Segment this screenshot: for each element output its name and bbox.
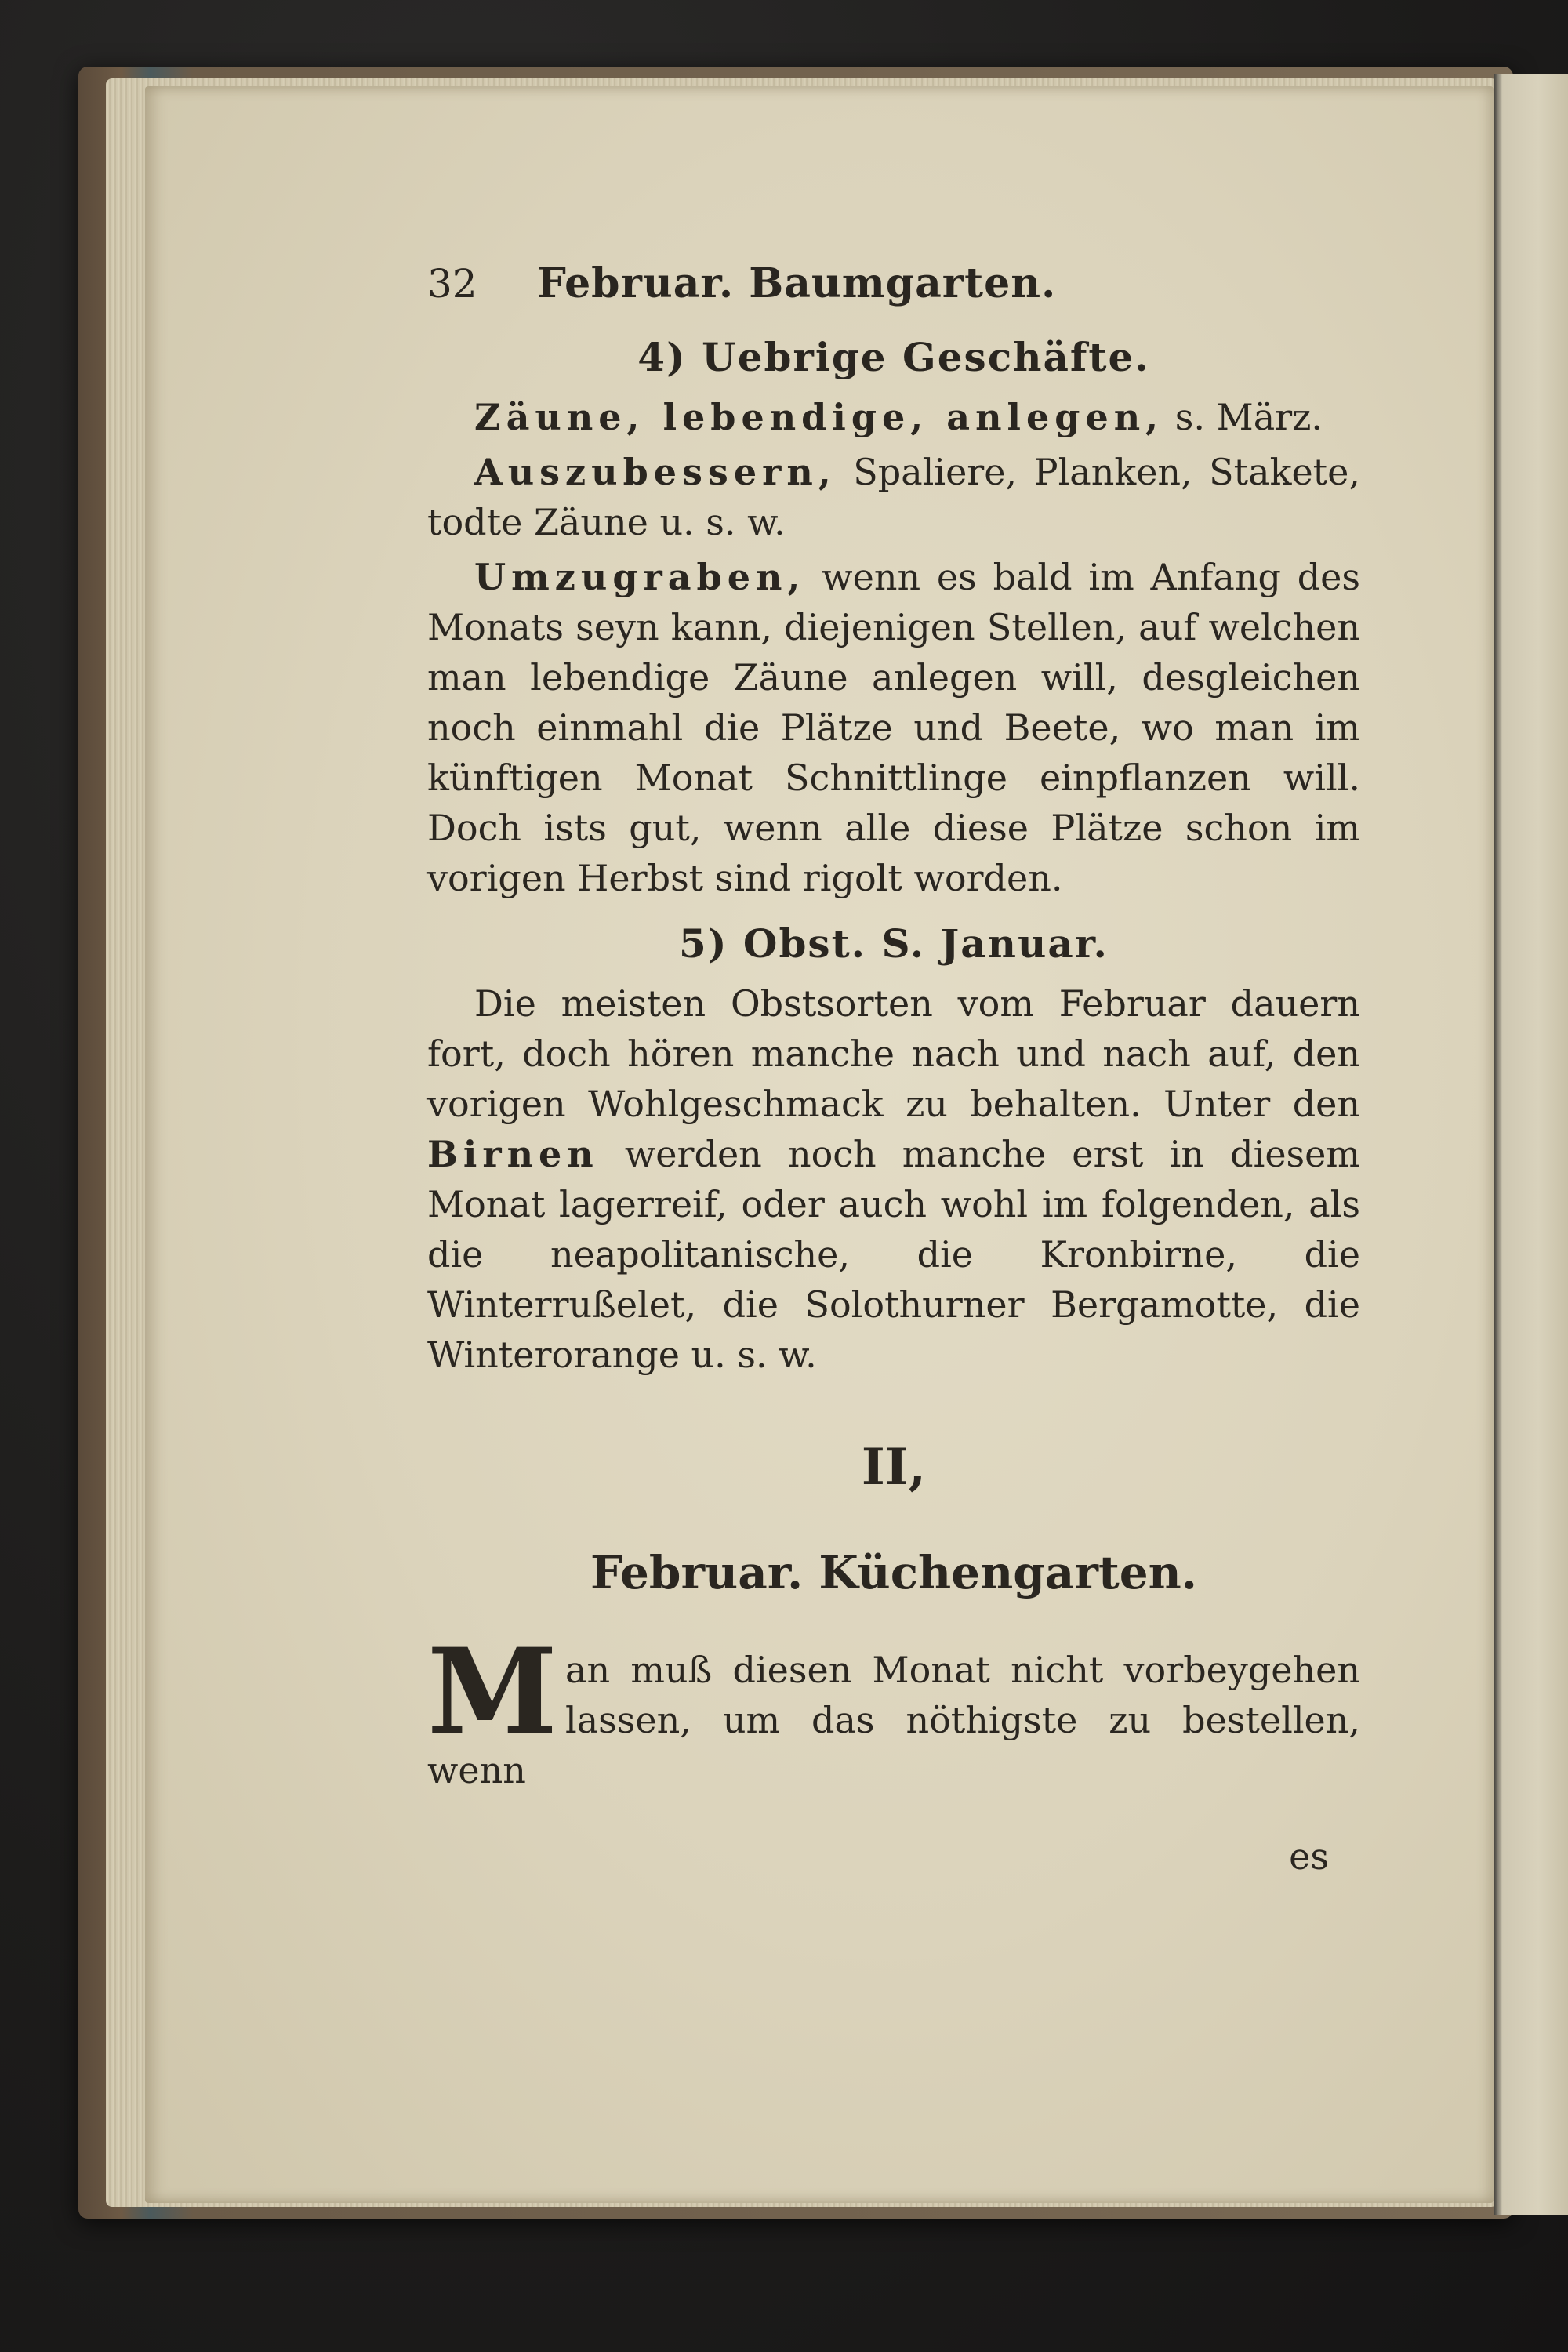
catchword: es [1289,1835,1329,1878]
paragraph-fruit [427,978,1360,1380]
paragraph-repair [427,447,1360,547]
page-number: 32 [427,261,477,307]
chapter-numeral: II, [861,1438,927,1497]
facing-page-edge [1494,74,1568,2215]
paragraph-fruit-start: Die meisten Obstsorten vom Februar dauern fort, doch hören manche nach und nach auf, den vorigen Wohlgeschmack zu behalten. Unter den [427,982,1360,1125]
running-title: Februar. Baumgarten. [537,260,1057,307]
section-heading-4: 4) Uebrige Geschäfte. [637,334,1150,380]
keyword-fences: Zäune, lebendige, anlegen, [474,396,1164,438]
chapter-opening-paragraph [427,1623,1360,1795]
drop-capital: M [427,1623,558,1761]
paragraph-digging [427,552,1360,903]
paragraph-repair-rest: Spaliere, Planken, Stakete, todte Zäune u. s. w. [427,451,1360,543]
paragraph-fruit-end: werden noch manche erst in diesem Monat lagerreif, oder auch wohl im folgenden, als die neapolitanische, die Kronbirne, die Winterrußelet, die Solothurner Bergamotte, die Winterorange u. s. w. [427,1133,1361,1376]
paragraph-fences [427,392,1360,442]
keyword-digging: Umzugraben, [474,556,806,598]
chapter-title: Februar. Küchengarten. [590,1546,1197,1599]
section-heading-5: 5) Obst. S. Januar. [679,920,1109,967]
page-text [427,259,1360,1882]
running-head [427,259,1360,325]
chapter-opening-text: an muß diesen Monat nicht vorbeygehen lassen, um das nöthigste zu bestellen, wenn [427,1649,1360,1791]
keyword-repair: Auszubessern, [474,451,837,493]
paragraph-digging-rest: wenn es bald im Anfang des Monats seyn kann, diejenigen Stellen, auf welchen man lebendige Zäune anlegen will, desgleichen noch einmahl die Plätze und Beete, wo man im künftigen Monat Schnittlinge einpflanzen will. Doch ists gut, wenn alle diese Plätze schon im vorigen Herbst sind rigolt worden. [427,556,1360,899]
keyword-pears: Birnen [427,1133,599,1175]
paragraph-fences-rest: s. März. [1174,396,1323,438]
